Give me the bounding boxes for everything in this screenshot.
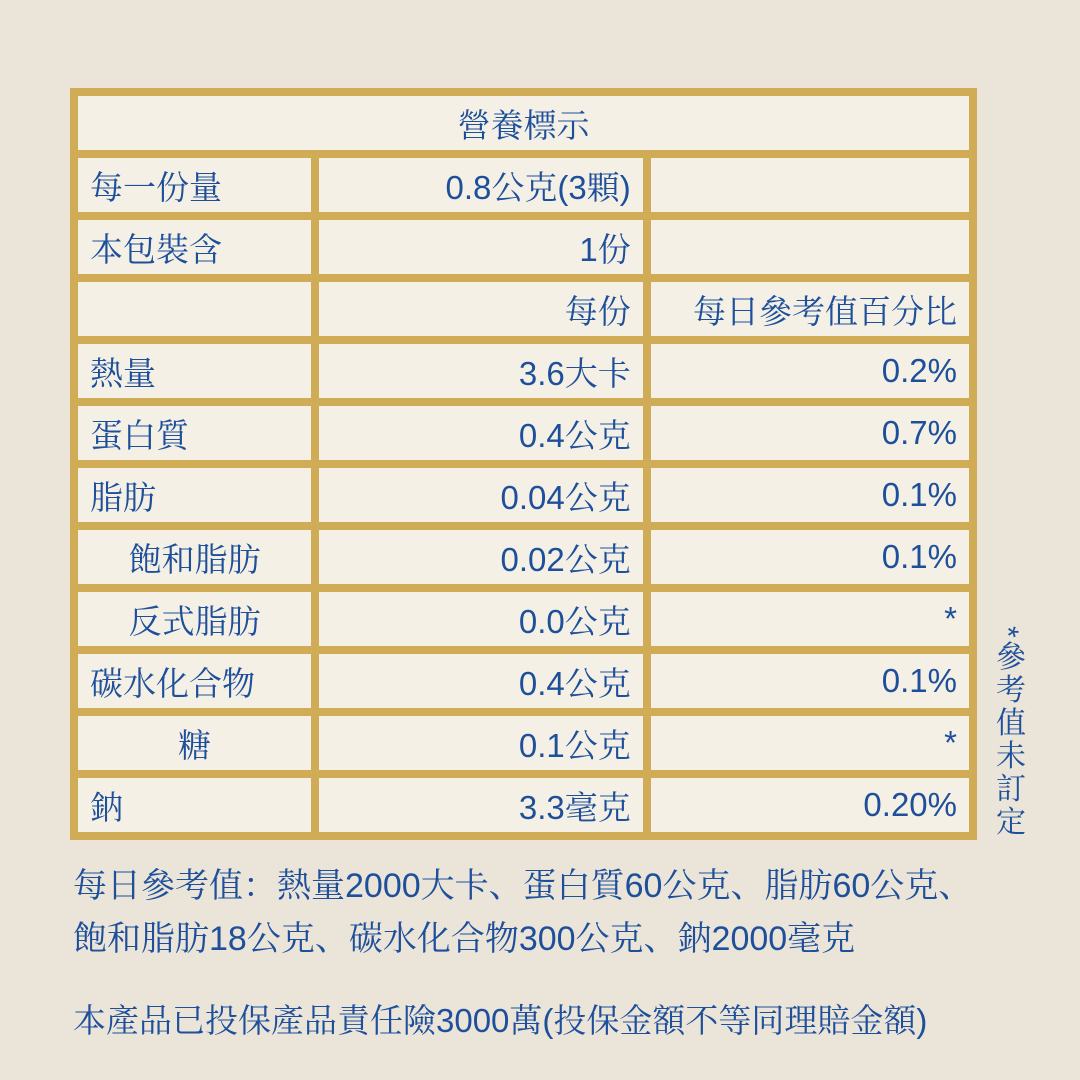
nutrient-value: 0.4公克 — [315, 650, 647, 712]
product-liability-insurance-note: 本產品已投保產品責任險3000萬(投保金額不等同理賠金額) — [73, 1002, 928, 1039]
nutrient-dv: 0.2% — [647, 340, 973, 402]
nutrient-dv: * — [647, 712, 973, 774]
nutrient-label: 碳水化合物 — [74, 650, 315, 712]
nutrient-dv: 0.7% — [647, 402, 973, 464]
serving-size-value: 0.8公克(3顆) — [315, 154, 647, 216]
nutrient-label: 飽和脂肪 — [74, 526, 315, 588]
footnote-line-1: 每日參考值：熱量2000大卡、蛋白質60公克、脂肪60公克、 — [73, 867, 973, 905]
nutrient-label: 鈉 — [74, 774, 315, 836]
daily-reference-footnote — [73, 860, 1013, 965]
nutrient-value: 0.4公克 — [315, 402, 647, 464]
nutrient-value: 0.1公克 — [315, 712, 647, 774]
nutrient-label: 熱量 — [74, 340, 315, 402]
nutrient-dv: 0.20% — [647, 774, 973, 836]
nutrition-table — [70, 88, 977, 840]
nutrient-value: 0.04公克 — [315, 464, 647, 526]
table-title: 營養標示 — [74, 92, 973, 154]
nutrient-row-fat — [74, 464, 973, 526]
nutrient-row-sodium — [74, 774, 973, 836]
servings-per-pack-value: 1份 — [315, 216, 647, 278]
nutrient-row-protein — [74, 402, 973, 464]
nutrient-dv: * — [647, 588, 973, 650]
title-row — [74, 92, 973, 154]
empty-cell — [647, 154, 973, 216]
nutrient-label: 反式脂肪 — [74, 588, 315, 650]
serving-size-row — [74, 154, 973, 216]
nutrient-label: 蛋白質 — [74, 402, 315, 464]
servings-per-pack-row — [74, 216, 973, 278]
nutrient-value: 3.3毫克 — [315, 774, 647, 836]
nutrient-label: 糖 — [74, 712, 315, 774]
per-serving-header: 每份 — [315, 278, 647, 340]
column-header-row — [74, 278, 973, 340]
serving-size-label: 每一份量 — [74, 154, 315, 216]
nutrient-row-trans-fat — [74, 588, 973, 650]
servings-per-pack-label: 本包裝含 — [74, 216, 315, 278]
nutrient-dv: 0.1% — [647, 464, 973, 526]
nutrient-row-calories — [74, 340, 973, 402]
empty-cell — [647, 216, 973, 278]
daily-value-header: 每日參考值百分比 — [647, 278, 973, 340]
nutrient-value: 0.02公克 — [315, 526, 647, 588]
nutrient-value: 3.6大卡 — [315, 340, 647, 402]
nutrient-dv: 0.1% — [647, 650, 973, 712]
nutrient-label: 脂肪 — [74, 464, 315, 526]
nutrient-dv: 0.1% — [647, 526, 973, 588]
nutrient-value: 0.0公克 — [315, 588, 647, 650]
empty-header-cell — [74, 278, 315, 340]
nutrient-row-carbohydrate — [74, 650, 973, 712]
footnote-line-2: 飽和脂肪18公克、碳水化合物300公克、鈉2000毫克 — [73, 919, 856, 958]
nutrient-row-saturated-fat — [74, 526, 973, 588]
nutrient-row-sugar — [74, 712, 973, 774]
reference-value-side-note: *參考值未訂定 — [991, 626, 1024, 839]
